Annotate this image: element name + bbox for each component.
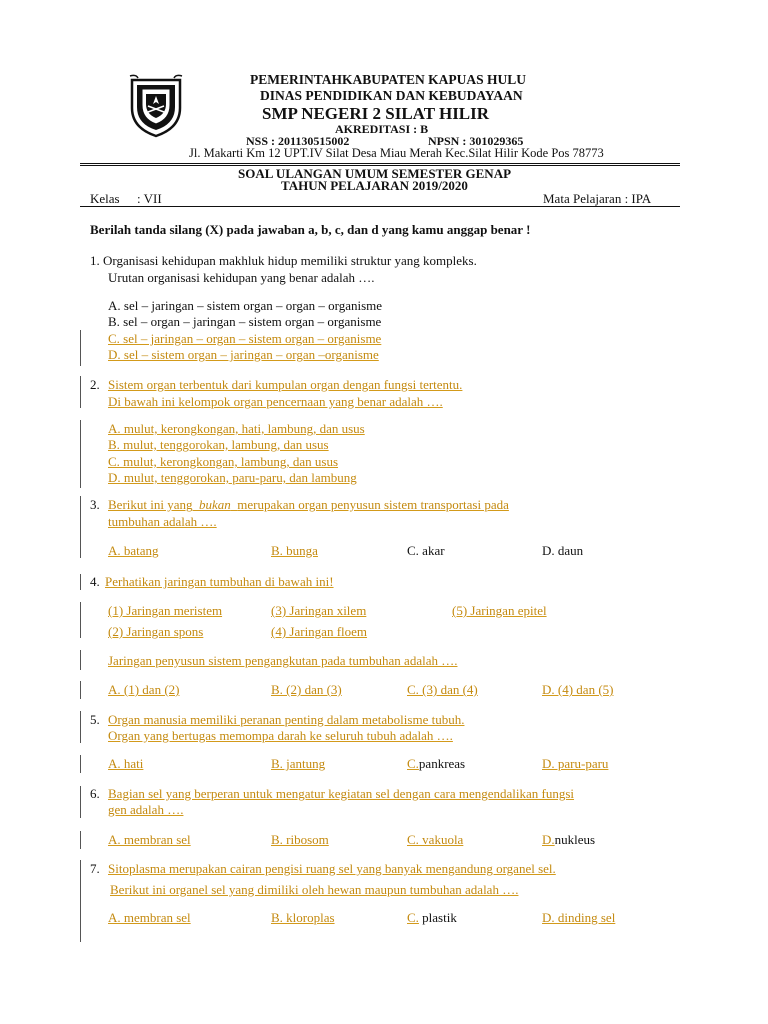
accreditation: AKREDITASI : B [335, 122, 429, 136]
q2-number: 2. [90, 377, 100, 392]
instruction: Berilah tanda silang (X) pada jawaban a, b, c, dan d yang kamu anggap benar ! [90, 222, 531, 237]
q6-option-a[interactable]: A. membran sel [108, 832, 191, 847]
q3-text-line2: tumbuhan adalah …. [108, 514, 217, 529]
q6-text-line2: gen adalah …. [108, 802, 184, 817]
q5-option-c[interactable] [407, 756, 465, 772]
q7-option-d[interactable]: D. dinding sel [542, 910, 616, 925]
q5-text-line2: Organ yang bertugas memompa darah ke seluruh tubuh adalah …. [108, 728, 453, 743]
change-bar [80, 496, 81, 558]
change-bar [80, 602, 81, 638]
header-line2: DINAS PENDIDIKAN DAN KEBUDAYAAN [260, 88, 523, 103]
q4-item-3: (3) Jaringan xilem [271, 603, 367, 618]
q1-option-d[interactable]: D. sel – sistem organ – jaringan – organ –organisme [108, 347, 379, 362]
q1-text-line1: 1. Organisasi kehidupan makhluk hidup memiliki struktur yang kompleks. [90, 253, 477, 268]
q4-text: Perhatikan jaringan tumbuhan di bawah ini! [105, 574, 334, 589]
q2-option-c[interactable]: C. mulut, kerongkongan, lambung, dan usus [108, 454, 339, 469]
change-bar [80, 831, 81, 849]
q7-text-line1: Sitoplasma merupakan cairan pengisi ruang sel yang banyak mengandung organel sel. [108, 861, 556, 876]
school-name: SMP NEGERI 2 SILAT HILIR [262, 104, 490, 123]
q4-number: 4. [90, 574, 100, 589]
change-bar [80, 574, 81, 590]
q7-option-b[interactable]: B. kloroplas [271, 910, 335, 925]
q2-text-line2: Di bawah ini kelompok organ pencernaan yang benar adalah …. [108, 394, 443, 409]
q1-option-c[interactable]: C. sel – jaringan – organ – sistem organ – organisme [108, 331, 382, 346]
q3-option-c[interactable]: C. akar [407, 543, 445, 558]
q3-text-pre: Berikut ini yang [108, 497, 193, 512]
header-divider-top [80, 163, 680, 164]
change-bar [80, 711, 81, 743]
q6-number: 6. [90, 786, 100, 801]
q7-option-a[interactable]: A. membran sel [108, 910, 191, 925]
change-bar [80, 755, 81, 773]
nss: NSS : 201130515002 [246, 134, 350, 148]
q2-option-b[interactable]: B. mulut, tenggorokan, lambung, dan usus [108, 437, 329, 452]
q1-text-line2: Urutan organisasi kehidupan yang benar adalah …. [108, 270, 375, 285]
q5-text-line1: Organ manusia memiliki peranan penting dalam metabolisme tubuh. [108, 712, 465, 727]
q5-number: 5. [90, 712, 100, 727]
q3-text-line1 [108, 497, 509, 513]
q3-option-b[interactable]: B. bunga [271, 543, 318, 558]
q4-item-4: (4) Jaringan floem [271, 624, 368, 639]
q4-item-2: (2) Jaringan spons [108, 624, 204, 639]
q3-text-emphasis: bukan [199, 497, 231, 512]
q3-option-d[interactable]: D. daun [542, 543, 584, 558]
q1-option-a[interactable]: A. sel – jaringan – sistem organ – organ – organisme [108, 298, 383, 313]
q4-option-d[interactable]: D. (4) dan (5) [542, 682, 614, 697]
q5-option-c-text: pankreas [418, 756, 466, 771]
q6-option-c[interactable]: C. vakuola [407, 832, 464, 847]
q3-text-post: merupakan organ penyusun sistem transportasi pada [237, 497, 509, 512]
change-bar [80, 376, 81, 408]
q7-option-c-text: plastik [422, 910, 457, 925]
q7-option-c[interactable] [407, 910, 457, 926]
q2-option-a[interactable]: A. mulut, kerongkongan, hati, lambung, dan usus [108, 421, 365, 436]
q6-text-line1: Bagian sel yang berperan untuk mengatur kegiatan sel dengan cara mengendalikan fungsi [108, 786, 575, 801]
q5-option-a[interactable]: A. hati [108, 756, 144, 771]
q7-option-c-prefix: C. [407, 910, 419, 925]
q6-option-d-prefix: D. [542, 832, 555, 847]
kapuas-hulu-emblem-icon [128, 74, 184, 138]
school-address: Jl. Makarti Km 12 UPT.IV Silat Desa Miau Merah Kec.Silat Hilir Kode Pos 78773 [189, 146, 604, 160]
meta-divider [80, 206, 680, 207]
q4-option-a[interactable]: A. (1) dan (2) [108, 682, 180, 697]
q4-option-c[interactable]: C. (3) dan (4) [407, 682, 478, 697]
change-bar [80, 420, 81, 488]
q5-option-d[interactable]: D. paru-paru [542, 756, 609, 771]
change-bar [80, 650, 81, 670]
subject-label: Mata Pelajaran : IPA [543, 191, 652, 206]
q2-option-d[interactable]: D. mulut, tenggorokan, paru-paru, dan lambung [108, 470, 357, 485]
q3-number: 3. [90, 497, 100, 512]
q4-item-1: (1) Jaringan meristem [108, 603, 223, 618]
change-bar [80, 786, 81, 818]
header-line1: PEMERINTAHKABUPATEN KAPUAS HULU [250, 72, 527, 87]
change-bar [80, 681, 81, 699]
school-year: TAHUN PELAJARAN 2019/2020 [281, 178, 468, 193]
change-bar [80, 860, 81, 942]
q3-option-a[interactable]: A. batang [108, 543, 159, 558]
change-bar [80, 330, 81, 366]
q4-question: Jaringan penyusun sistem pengangkutan pada tumbuhan adalah …. [108, 653, 458, 668]
q7-text-line2: Berikut ini organel sel yang dimiliki oleh hewan maupun tumbuhan adalah …. [110, 882, 519, 897]
q6-option-b[interactable]: B. ribosom [271, 832, 329, 847]
q2-text-line1: Sistem organ terbentuk dari kumpulan organ dengan fungsi tertentu. [108, 377, 463, 392]
q7-number: 7. [90, 861, 100, 876]
q1-option-b[interactable]: B. sel – organ – jaringan – sistem organ – organisme [108, 314, 382, 329]
q5-option-c-prefix: C. [407, 756, 419, 771]
q6-option-d-text: nukleus [554, 832, 596, 847]
q4-option-b[interactable]: B. (2) dan (3) [271, 682, 342, 697]
npsn: NPSN : 301029365 [428, 134, 524, 148]
q6-option-d[interactable] [542, 832, 595, 848]
class-value: : VII [137, 191, 162, 206]
q5-option-b[interactable]: B. jantung [271, 756, 326, 771]
q4-item-5: (5) Jaringan epitel [452, 603, 547, 618]
exam-title: SOAL ULANGAN UMUM SEMESTER GENAP [238, 166, 512, 181]
class-label: Kelas [90, 191, 120, 206]
